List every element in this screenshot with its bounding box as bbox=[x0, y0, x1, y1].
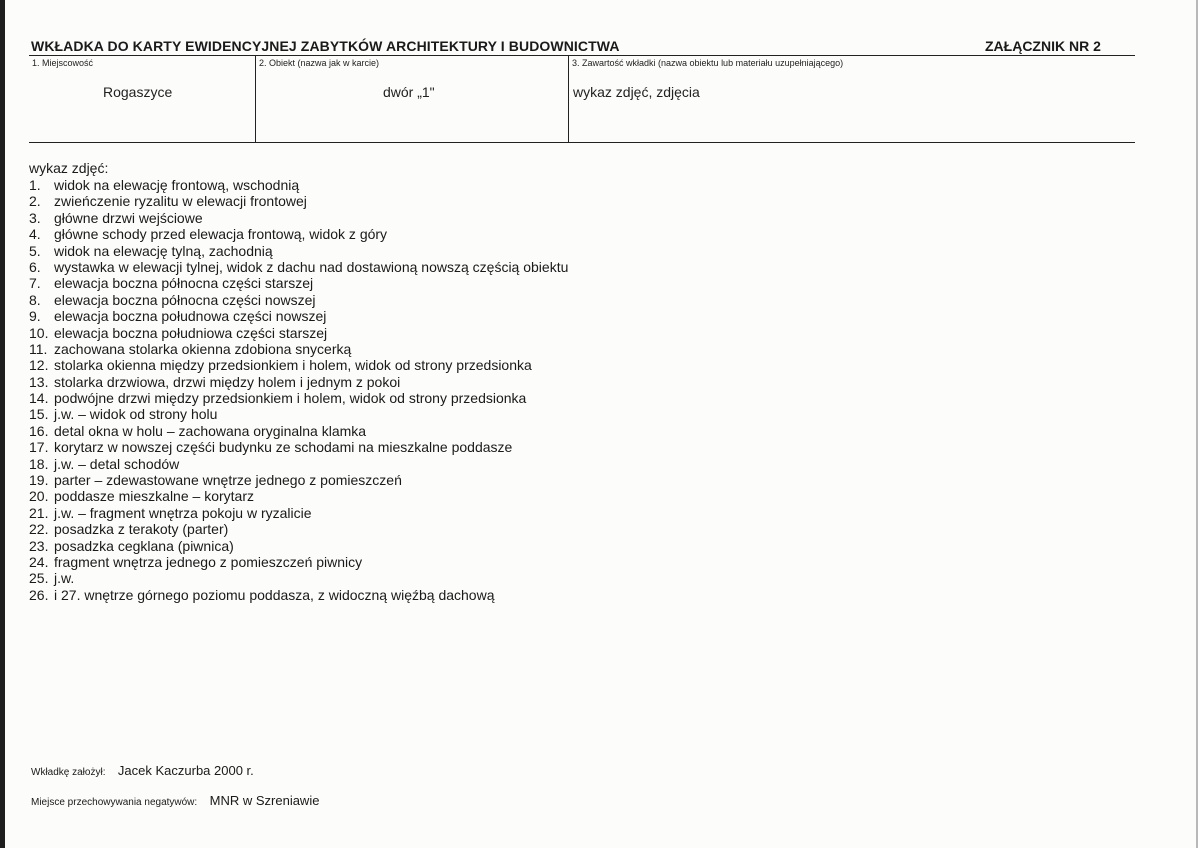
list-item-text: główne drzwi wejściowe bbox=[54, 209, 203, 226]
list-item bbox=[29, 423, 568, 439]
list-item-number: 11. bbox=[29, 340, 48, 357]
form-title: WKŁADKA DO KARTY EWIDENCYJNEJ ZABYTKÓW ARCHITEKTURY I BUDOWNICTWA bbox=[31, 38, 620, 54]
list-item bbox=[29, 374, 568, 390]
column-divider bbox=[568, 55, 569, 142]
locality-value: Rogaszyce bbox=[103, 84, 173, 100]
list-item-number: 23. bbox=[29, 537, 49, 554]
table-top-rule bbox=[29, 55, 1135, 56]
list-item-number: 13. bbox=[29, 373, 49, 390]
content-label: 3. Zawartość wkładki (nazwa obiektu lub materiału uzupełniającego) bbox=[572, 58, 844, 68]
negatives-storage-value: MNR w Szreniawie bbox=[209, 793, 320, 808]
list-item-text: parter – zdewastowane wnętrze jednego z pomieszczeń bbox=[54, 472, 402, 489]
list-item-number: 7. bbox=[29, 275, 41, 292]
list-item-number: 16. bbox=[29, 422, 49, 439]
list-item bbox=[29, 357, 568, 373]
list-item-number: 2. bbox=[29, 193, 41, 210]
list-item-text: detal okna w holu – zachowana oryginalna klamka bbox=[54, 422, 367, 439]
list-item-number: 10. bbox=[29, 324, 49, 341]
list-item bbox=[29, 210, 568, 226]
list-item-number: 1. bbox=[29, 177, 41, 193]
list-item-number: 4. bbox=[29, 226, 41, 243]
list-item bbox=[29, 472, 568, 488]
list-item-number: 26. bbox=[29, 586, 49, 603]
list-item bbox=[29, 456, 568, 472]
list-item-number: 25. bbox=[29, 570, 49, 587]
list-item-number: 24. bbox=[29, 553, 49, 570]
list-item-text: posadzka cegklana (piwnica) bbox=[54, 537, 234, 554]
list-item bbox=[29, 193, 568, 209]
object-label: 2. Obiekt (nazwa jak w karcie) bbox=[259, 58, 380, 68]
list-item-text: j.w. – widok od strony holu bbox=[54, 406, 218, 423]
list-item bbox=[29, 243, 568, 259]
list-item-text: wystawka w elewacji tylnej, widok z dachu nad dostawioną nowszą częścią obiektu bbox=[54, 258, 569, 275]
annex-number: ZAŁĄCZNIK NR 2 bbox=[985, 38, 1101, 54]
list-item-number: 5. bbox=[29, 242, 41, 259]
list-item-text: zachowana stolarka okienna zdobiona snycerką bbox=[54, 340, 352, 357]
object-value: dwór „1" bbox=[383, 84, 435, 100]
list-item-text: fragment wnętrza jednego z pomieszczeń piwnicy bbox=[54, 553, 363, 570]
list-item-number: 8. bbox=[29, 291, 41, 308]
list-item-number: 19. bbox=[29, 472, 49, 489]
photo-list bbox=[29, 177, 568, 603]
list-item-text: elewacja boczna północna części starszej bbox=[54, 275, 314, 292]
list-item-text: stolarka okienna między przedsionkiem i holem, widok od strony przedsionka bbox=[54, 357, 532, 374]
list-item-text: j.w. – fragment wnętrza pokoju w ryzalicie bbox=[54, 504, 312, 521]
list-item bbox=[29, 177, 568, 193]
list-item-text: główne schody przed elewacja frontową, widok z góry bbox=[54, 226, 388, 243]
negatives-storage-label: Miejsce przechowywania negatywów: bbox=[31, 797, 198, 808]
list-item-number: 14. bbox=[29, 390, 49, 407]
list-item bbox=[29, 505, 568, 521]
list-item-number: 18. bbox=[29, 455, 49, 472]
column-divider bbox=[255, 55, 256, 142]
list-item-number: 3. bbox=[29, 209, 41, 226]
list-item bbox=[29, 538, 568, 554]
photo-list-title: wykaz zdjęć: bbox=[29, 160, 109, 176]
list-item-text: stolarka drzwiowa, drzwi między holem i jednym z pokoi bbox=[54, 373, 401, 390]
list-item bbox=[29, 488, 568, 504]
list-item-text: elewacja boczna połudnowa części nowszej bbox=[54, 308, 327, 325]
list-item bbox=[29, 341, 568, 357]
list-item-number: 20. bbox=[29, 488, 49, 505]
list-item-text: poddasze mieszkalne – korytarz bbox=[54, 488, 254, 505]
list-item-text: widok na elewację frontową, wschodnią bbox=[54, 177, 300, 193]
list-item bbox=[29, 587, 568, 603]
list-item bbox=[29, 390, 568, 406]
list-item bbox=[29, 275, 568, 291]
content-value: wykaz zdjęć, zdjęcia bbox=[573, 84, 700, 100]
list-item bbox=[29, 308, 568, 324]
table-bottom-rule bbox=[29, 142, 1135, 143]
list-item-text: j.w. – detal schodów bbox=[54, 455, 180, 472]
list-item-number: 9. bbox=[29, 308, 41, 325]
page-border-left bbox=[0, 0, 5, 848]
list-item-text: j.w. bbox=[54, 570, 75, 587]
list-item-number: 17. bbox=[29, 439, 49, 456]
list-item-text: podwójne drzwi między przedsionkiem i holem, widok od strony przedsionka bbox=[54, 390, 527, 407]
negatives-storage-line bbox=[31, 792, 319, 810]
created-by-value: Jacek Kaczurba 2000 r. bbox=[117, 763, 254, 778]
list-item bbox=[29, 570, 568, 586]
list-item bbox=[29, 226, 568, 242]
list-item-text: korytarz w nowszej częśći budynku ze schodami na mieszkalne poddasze bbox=[54, 439, 513, 456]
list-item bbox=[29, 259, 568, 275]
list-item-number: 22. bbox=[29, 521, 49, 538]
list-item-text: elewacja boczna południowa części starszej bbox=[54, 324, 328, 341]
list-item-number: 12. bbox=[29, 357, 49, 374]
list-item bbox=[29, 439, 568, 455]
list-item-number: 15. bbox=[29, 406, 49, 423]
list-item-text: zwieńczenie ryzalitu w elewacji frontowej bbox=[54, 193, 307, 210]
created-by-label: Wkładkę założył: bbox=[31, 767, 106, 778]
list-item-number: 21. bbox=[29, 504, 49, 521]
list-item bbox=[29, 325, 568, 341]
list-item-text: elewacja boczna północna części nowszej bbox=[54, 291, 316, 308]
list-item bbox=[29, 292, 568, 308]
list-item-text: posadzka z terakoty (parter) bbox=[54, 521, 229, 538]
locality-label: 1. Miejscowość bbox=[32, 58, 94, 68]
list-item-text: widok na elewację tylną, zachodnią bbox=[54, 242, 273, 259]
list-item bbox=[29, 554, 568, 570]
list-item-number: 6. bbox=[29, 258, 41, 275]
created-by-line bbox=[31, 762, 254, 780]
list-item bbox=[29, 406, 568, 422]
list-item bbox=[29, 521, 568, 537]
list-item-text: i 27. wnętrze górnego poziomu poddasza, z widoczną więźbą dachową bbox=[54, 586, 495, 603]
